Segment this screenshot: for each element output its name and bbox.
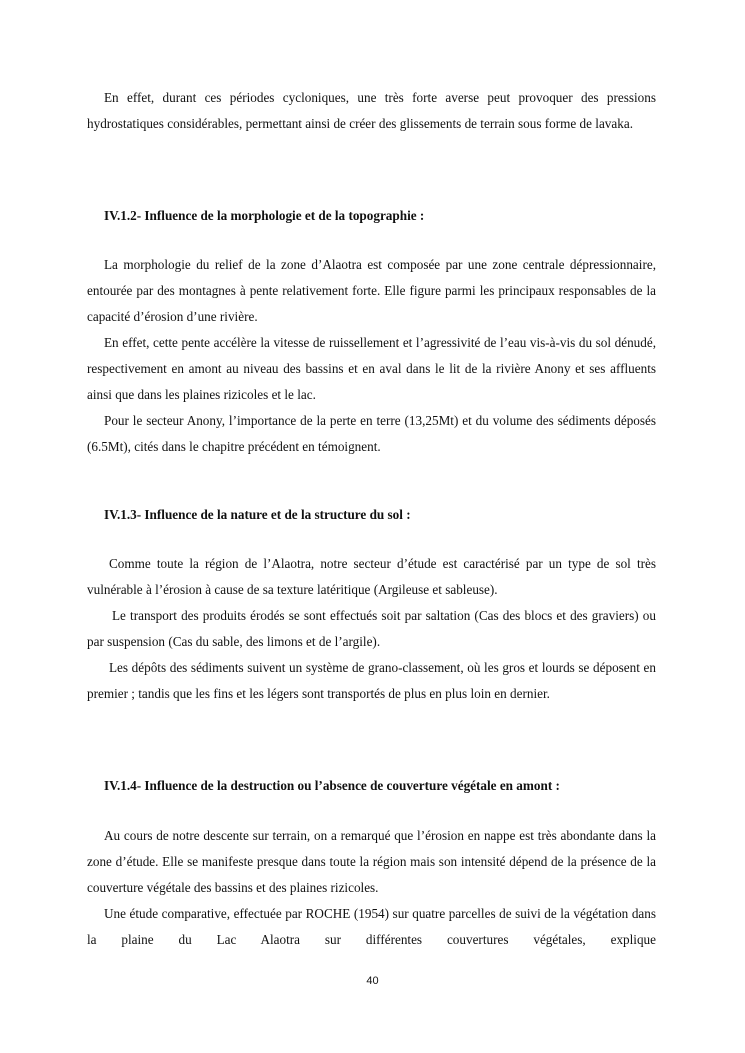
section-heading-1-3: IV.1.3- Influence de la nature et de la structure du sol : [104,507,411,522]
paragraph-transport: Le transport des produits érodés se sont effectués soit par saltation (Cas des blocs et des graviers) ou par suspension (Cas du sable, des limons et de l’argile). [87,608,656,649]
paragraph-soil: Comme toute la région de l’Alaotra, notre secteur d’étude est caractérisé par un type de sol très vulnérable à l’érosion à cause de sa texture latéritique (Argileuse et sableuse). [87,556,656,597]
paragraph-intro: En effet, durant ces périodes cycloniques, une très forte averse peut provoquer des pressions hydrostatiques considérables, permettant ainsi de créer des glissements de terrain sous forme de lavaka. [87,90,656,131]
page-number: 40 [366,975,379,987]
paragraph-roche-study: Une étude comparative, effectuée par ROCHE (1954) sur quatre parcelles de suivi de la végétation dans la plaine du Lac Alaotra sur différentes couvertures végétales, explique [87,906,656,947]
section-heading-1-2: IV.1.2- Influence de la morphologie et de la topographie : [104,208,425,223]
section-heading-1-2-block [87,207,656,225]
section-heading-1-3-block [87,506,656,524]
paragraph-morphology: La morphologie du relief de la zone d’Alaotra est composée par une zone centrale dépressionnaire, entourée par des montagnes à pente relativement forte. Elle figure parmi les principaux responsables de la capacité d’érosion d’une rivière. [87,257,656,324]
section-heading-1-4: IV.1.4- Influence de la destruction ou l’absence de couverture végétale en amont : [104,778,560,793]
section-1-4-body [87,823,656,953]
section-heading-1-4-block [87,777,656,795]
paragraph-slope: En effet, cette pente accélère la vitesse de ruissellement et l’agressivité de l’eau vis-à-vis du sol dénudé, respectivement en amont au niveau des bassins et en aval dans le lit de la rivière Anony et ses affluents ainsi que dans les plaines rizicoles et le lac. [87,335,656,402]
section-1-3-body [87,551,656,707]
section-1-2-body [87,252,656,460]
paragraph-sheet-erosion: Au cours de notre descente sur terrain, on a remarqué que l’érosion en nappe est très abondante dans la zone d’étude. Elle se manifeste presque dans toute la région mais son intensité dépend de la présence de la couverture végétale des bassins et des plaines rizicoles. [87,828,656,895]
intro-block [87,85,656,137]
paragraph-anony: Pour le secteur Anony, l’importance de la perte en terre (13,25Mt) et du volume des sédiments déposés (6.5Mt), cités dans le chapitre précédent en témoignent. [87,413,656,454]
paragraph-deposits: Les dépôts des sédiments suivent un système de grano-classement, où les gros et lourds se déposent en premier ; tandis que les fins et les légers sont transportés de plus en plus loin en dernier. [87,660,656,701]
